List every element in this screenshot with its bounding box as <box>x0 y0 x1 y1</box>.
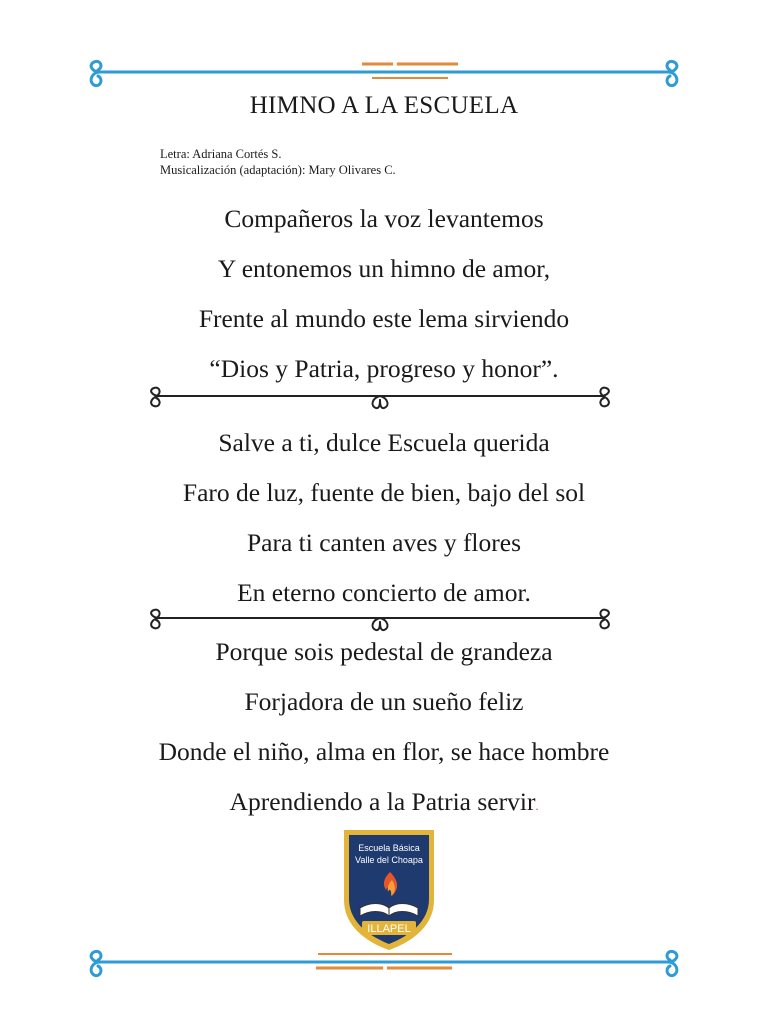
stanza-3 <box>0 627 768 827</box>
verse-line: Faro de luz, fuente de bien, bajo del sol <box>182 478 586 507</box>
final-punctuation: . <box>535 799 539 813</box>
bottom-decorative-border <box>0 935 768 995</box>
crest-line-1: Escuela Básica <box>358 843 420 853</box>
verse-text: Aprendiendo a la Patria servir <box>229 787 536 816</box>
verse-line: Forjadora de un sueño feliz <box>244 687 524 716</box>
music-credit: Musicalización (adaptación): Mary Olivares C. <box>160 163 396 177</box>
lyrics-credit: Letra: Adriana Cortés S. <box>160 147 282 161</box>
page-title: HIMNO A LA ESCUELA <box>249 92 519 119</box>
verse-line: “Dios y Patria, progreso y honor”. <box>209 354 559 383</box>
verse-line: Donde el niño, alma en flor, se hace hombre <box>158 737 610 766</box>
stanza-1 <box>0 194 768 394</box>
verse-line: En eterno concierto de amor. <box>237 578 531 607</box>
verse-line: Porque sois pedestal de grandeza <box>215 637 553 666</box>
stanza-2 <box>0 418 768 618</box>
verse-line: Compañeros la voz levantemos <box>224 204 544 233</box>
crest-line-2: Valle del Choapa <box>355 855 423 865</box>
verse-line: Salve a ti, dulce Escuela querida <box>218 428 550 457</box>
verse-line: Frente al mundo este lema sirviendo <box>198 304 570 333</box>
verse-line: Para ti canten aves y flores <box>246 528 521 557</box>
credits <box>160 146 396 178</box>
verse-line: Y entonemos un himno de amor, <box>217 254 551 283</box>
crest-city: ILLAPEL <box>367 923 411 935</box>
stanza-divider <box>140 382 620 416</box>
school-crest-logo <box>340 826 438 952</box>
verse-line <box>0 777 768 827</box>
